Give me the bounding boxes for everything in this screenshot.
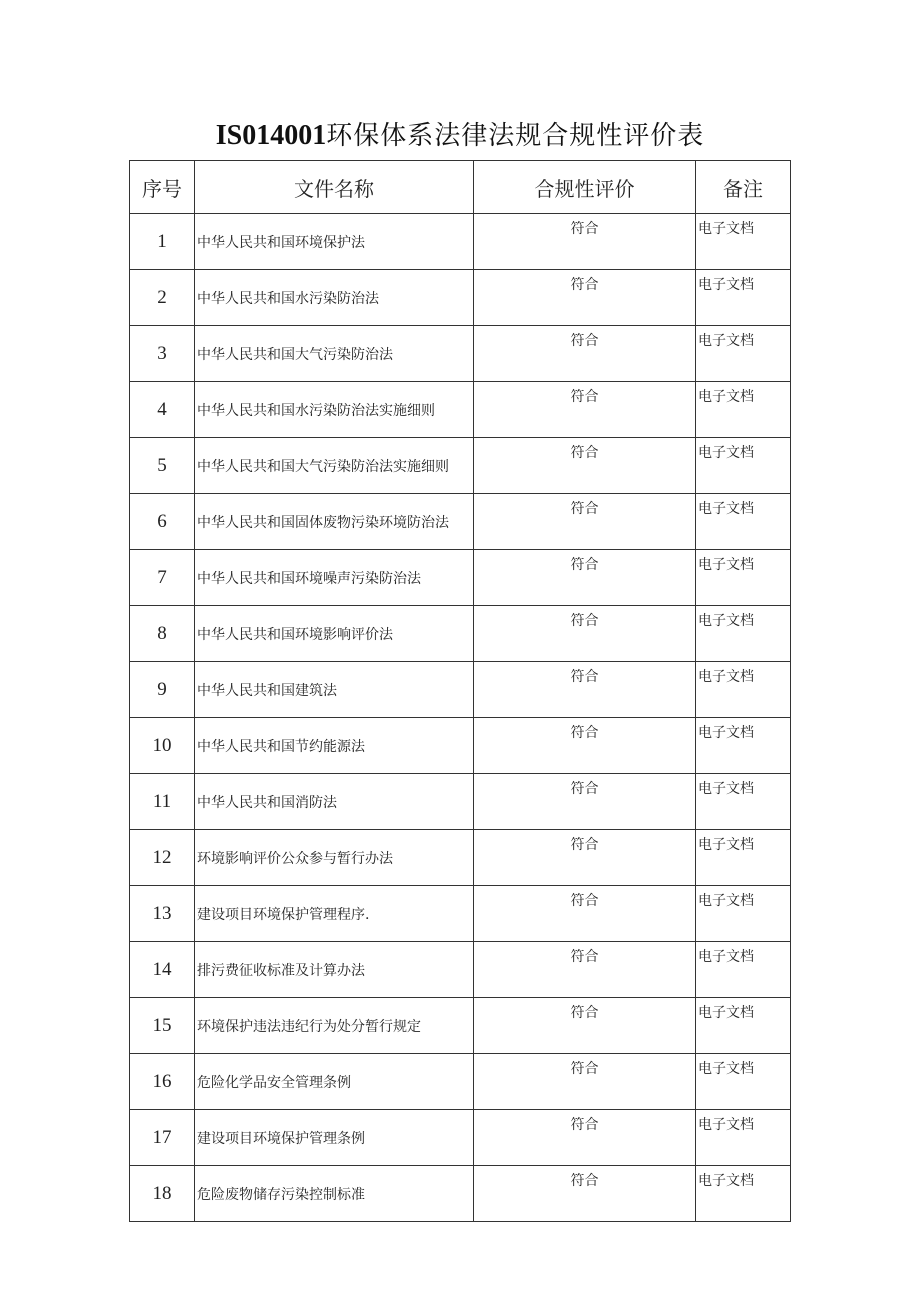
table-row bbox=[130, 214, 791, 270]
compliance-evaluation: 符合 bbox=[474, 606, 696, 662]
compliance-evaluation: 符合 bbox=[474, 1110, 696, 1166]
title-code: IS014001 bbox=[215, 120, 327, 151]
document-name: 危险废物储存污染控制标准 bbox=[195, 1166, 474, 1222]
compliance-evaluation: 符合 bbox=[474, 886, 696, 942]
row-number: 7 bbox=[130, 550, 195, 606]
table-row bbox=[130, 1166, 791, 1222]
title-text: 环保体系法律法规合规性评价表 bbox=[326, 121, 705, 151]
remark: 电子文档 bbox=[696, 382, 791, 438]
header-no: 序号 bbox=[130, 161, 195, 214]
header-eval: 合规性评价 bbox=[474, 161, 696, 214]
remark: 电子文档 bbox=[696, 438, 791, 494]
table-row bbox=[130, 718, 791, 774]
row-number: 16 bbox=[130, 1054, 195, 1110]
table-body bbox=[130, 214, 791, 1222]
row-number: 2 bbox=[130, 270, 195, 326]
row-number: 13 bbox=[130, 886, 195, 942]
document-name: 环境影响评价公众参与暂行办法 bbox=[195, 830, 474, 886]
compliance-evaluation: 符合 bbox=[474, 718, 696, 774]
header-note: 备注 bbox=[696, 161, 791, 214]
remark: 电子文档 bbox=[696, 662, 791, 718]
table-row bbox=[130, 382, 791, 438]
table-row bbox=[130, 270, 791, 326]
document-name: 中华人民共和国消防法 bbox=[195, 774, 474, 830]
remark: 电子文档 bbox=[696, 1110, 791, 1166]
compliance-evaluation: 符合 bbox=[474, 550, 696, 606]
row-number: 9 bbox=[130, 662, 195, 718]
remark: 电子文档 bbox=[696, 1166, 791, 1222]
table-row bbox=[130, 550, 791, 606]
document-name: 危险化学品安全管理条例 bbox=[195, 1054, 474, 1110]
remark: 电子文档 bbox=[696, 270, 791, 326]
remark: 电子文档 bbox=[696, 326, 791, 382]
remark: 电子文档 bbox=[696, 214, 791, 270]
compliance-evaluation: 符合 bbox=[474, 438, 696, 494]
document-name: 建设项目环境保护管理条例 bbox=[195, 1110, 474, 1166]
remark: 电子文档 bbox=[696, 606, 791, 662]
compliance-evaluation: 符合 bbox=[474, 942, 696, 998]
table-row bbox=[130, 998, 791, 1054]
document-name: 中华人民共和国水污染防治法 bbox=[195, 270, 474, 326]
document-name: 环境保护违法违纪行为处分暂行规定 bbox=[195, 998, 474, 1054]
table-row bbox=[130, 1110, 791, 1166]
row-number: 8 bbox=[130, 606, 195, 662]
row-number: 14 bbox=[130, 942, 195, 998]
remark: 电子文档 bbox=[696, 1054, 791, 1110]
document-name: 中华人民共和国环境保护法 bbox=[195, 214, 474, 270]
remark: 电子文档 bbox=[696, 886, 791, 942]
document-name: 中华人民共和国节约能源法 bbox=[195, 718, 474, 774]
row-number: 3 bbox=[130, 326, 195, 382]
row-number: 12 bbox=[130, 830, 195, 886]
remark: 电子文档 bbox=[696, 942, 791, 998]
header-row bbox=[130, 161, 791, 214]
remark: 电子文档 bbox=[696, 718, 791, 774]
document-name: 中华人民共和国环境影响评价法 bbox=[195, 606, 474, 662]
document-name: 中华人民共和国水污染防治法实施细则 bbox=[195, 382, 474, 438]
document-name: 中华人民共和国固体废物污染环境防治法 bbox=[195, 494, 474, 550]
table-row bbox=[130, 942, 791, 998]
document-name: 建设项目环境保护管理程序. bbox=[195, 886, 474, 942]
remark: 电子文档 bbox=[696, 774, 791, 830]
remark: 电子文档 bbox=[696, 998, 791, 1054]
row-number: 5 bbox=[130, 438, 195, 494]
compliance-evaluation: 符合 bbox=[474, 326, 696, 382]
compliance-evaluation: 符合 bbox=[474, 270, 696, 326]
compliance-evaluation: 符合 bbox=[474, 382, 696, 438]
compliance-evaluation: 符合 bbox=[474, 998, 696, 1054]
document-name: 中华人民共和国建筑法 bbox=[195, 662, 474, 718]
table-row bbox=[130, 662, 791, 718]
document-name: 中华人民共和国大气污染防治法实施细则 bbox=[195, 438, 474, 494]
compliance-evaluation: 符合 bbox=[474, 662, 696, 718]
table-row bbox=[130, 886, 791, 942]
remark: 电子文档 bbox=[696, 494, 791, 550]
table-row bbox=[130, 774, 791, 830]
row-number: 15 bbox=[130, 998, 195, 1054]
document-name: 排污费征收标准及计算办法 bbox=[195, 942, 474, 998]
row-number: 18 bbox=[130, 1166, 195, 1222]
compliance-table bbox=[129, 160, 791, 1222]
row-number: 6 bbox=[130, 494, 195, 550]
compliance-evaluation: 符合 bbox=[474, 214, 696, 270]
compliance-evaluation: 符合 bbox=[474, 494, 696, 550]
remark: 电子文档 bbox=[696, 830, 791, 886]
compliance-evaluation: 符合 bbox=[474, 1166, 696, 1222]
row-number: 11 bbox=[130, 774, 195, 830]
table-row bbox=[130, 494, 791, 550]
table-row bbox=[130, 1054, 791, 1110]
remark: 电子文档 bbox=[696, 550, 791, 606]
table-row bbox=[130, 606, 791, 662]
document-title bbox=[0, 116, 920, 156]
table-row bbox=[130, 326, 791, 382]
document-name: 中华人民共和国环境噪声污染防治法 bbox=[195, 550, 474, 606]
document-name: 中华人民共和国大气污染防治法 bbox=[195, 326, 474, 382]
row-number: 10 bbox=[130, 718, 195, 774]
header-name: 文件名称 bbox=[195, 161, 474, 214]
compliance-evaluation: 符合 bbox=[474, 774, 696, 830]
row-number: 17 bbox=[130, 1110, 195, 1166]
table-row bbox=[130, 830, 791, 886]
row-number: 4 bbox=[130, 382, 195, 438]
compliance-evaluation: 符合 bbox=[474, 830, 696, 886]
table-row bbox=[130, 438, 791, 494]
compliance-evaluation: 符合 bbox=[474, 1054, 696, 1110]
row-number: 1 bbox=[130, 214, 195, 270]
